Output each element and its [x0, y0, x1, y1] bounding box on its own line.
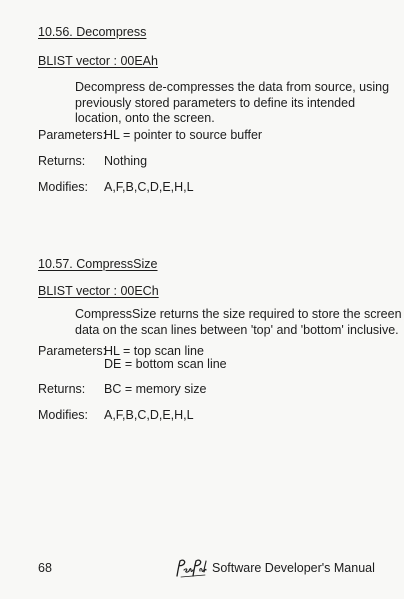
description-line: data on the scan lines between 'top' and 'bottom' inclusive.: [75, 322, 399, 337]
modifies-value: A,F,B,C,D,E,H,L: [104, 408, 194, 422]
description-line: CompressSize returns the size required to store the screen: [75, 307, 402, 321]
section-heading-compresssize: 10.57. CompressSize: [38, 257, 158, 271]
description-compresssize: [75, 307, 402, 338]
returns-label: Returns:: [38, 154, 86, 168]
modifies-label: Modifies:: [38, 180, 89, 194]
description-line: previously stored parameters to define its intended: [75, 95, 356, 110]
blist-vector-decompress: BLIST vector : 00EAh: [38, 54, 158, 68]
parameters-label: Parameters:: [38, 128, 107, 142]
description-line: Decompress de-compresses the data from source, using: [75, 80, 390, 94]
blist-vector-compresssize: BLIST vector : 00ECh: [38, 284, 159, 298]
modifies-value: A,F,B,C,D,E,H,L: [104, 180, 194, 194]
parameters-value: HL = top scan line: [104, 344, 204, 358]
penpad-logo-icon: [175, 556, 207, 580]
parameters-label: Parameters:: [38, 344, 107, 358]
description-decompress: [75, 80, 389, 127]
returns-label: Returns:: [38, 382, 86, 396]
page-number: 68: [38, 561, 52, 575]
returns-value: Nothing: [104, 154, 148, 168]
penpad-logo: [175, 556, 207, 580]
footer-title: Software Developer's Manual: [212, 561, 375, 575]
description-line: location, onto the screen.: [75, 111, 215, 125]
parameters-value: DE = bottom scan line: [104, 357, 227, 371]
section-heading-decompress: 10.56. Decompress: [38, 25, 147, 39]
parameters-value: HL = pointer to source buffer: [104, 128, 263, 142]
modifies-label: Modifies:: [38, 408, 89, 422]
returns-value: BC = memory size: [104, 382, 207, 396]
